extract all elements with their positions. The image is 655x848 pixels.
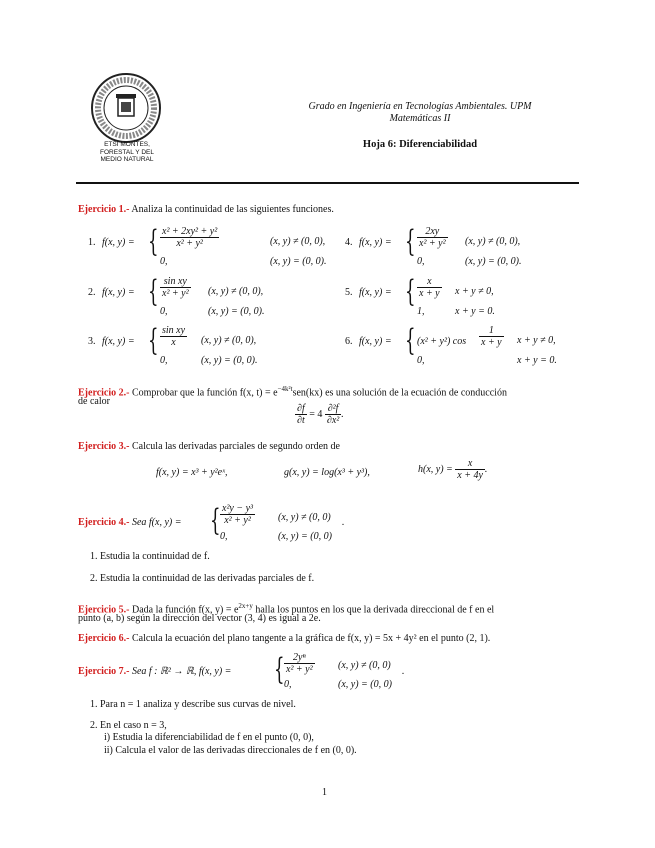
condition-2: (x, y) = (0, 0). <box>270 256 327 267</box>
condition-1: (x, y) ≠ (0, 0), <box>201 335 257 346</box>
condition-1: (x, y) ≠ (0, 0), <box>208 286 264 297</box>
function-h <box>418 458 487 481</box>
numerator: x² + 2xy² + y² <box>162 226 218 237</box>
brace: { <box>405 274 416 309</box>
exercise-3-text: Calcula las derivadas parciales de segundo orden de <box>131 441 340 452</box>
exercise-2-text-2: sen(kx) es una solución de la ecuación de conducción <box>292 387 507 399</box>
item-function: f(x, y) = <box>102 237 135 248</box>
logo-caption <box>82 141 172 164</box>
numerator: sin xy <box>160 276 191 288</box>
numerator: 1 <box>479 325 504 337</box>
course-title <box>250 101 590 125</box>
value-2: 0, <box>160 355 168 366</box>
exercise-7-heading <box>78 650 418 692</box>
denominator: x² + y² <box>419 238 446 249</box>
value-2: 0, <box>160 306 168 317</box>
fraction <box>455 458 485 481</box>
condition-2: (x, y) = (0, 0) <box>278 531 332 542</box>
condition-1: x + y ≠ 0, <box>517 335 556 346</box>
exercise-5-text-1: Dada la función f(x, y) = e <box>131 604 239 616</box>
brace: { <box>274 652 285 687</box>
exercise-3-label: Ejercicio 3.- <box>78 441 130 452</box>
item-number: 5. <box>345 287 353 298</box>
sheet-title: Hoja 6: Diferenciabilidad <box>362 139 478 150</box>
numerator: 2xy <box>417 226 448 238</box>
exercise-6-text: Calcula la ecuación del plano tangente a la gráfica de f(x, y) = 5x + 4y² en el punto (2, 1). <box>131 633 491 644</box>
exercise-4-heading <box>78 500 378 545</box>
denominator: x² + y² <box>162 288 189 299</box>
page-number: 1 <box>322 787 327 798</box>
fraction <box>479 325 504 348</box>
logo-seal-icon <box>90 72 162 144</box>
condition-2: (x, y) = (0, 0). <box>208 306 265 317</box>
exercise-4-text: Sea f(x, y) = <box>131 517 182 528</box>
brace: { <box>210 503 221 538</box>
department-logo <box>90 72 162 144</box>
denominator: x + y <box>481 337 502 348</box>
numerator: ∂f <box>297 403 305 414</box>
function-g: g(x, y) = log(x³ + y³), <box>284 467 370 478</box>
item-function: f(x, y) = <box>102 287 135 298</box>
exercise-2-label: Ejercicio 2.- <box>78 387 130 399</box>
exponent: 2x+y <box>238 602 253 610</box>
exercise-7-sub-2: ii) Calcula el valor de las derivadas direccionales de f en (0, 0). <box>104 745 357 756</box>
condition-1: (x, y) ≠ (0, 0), <box>465 236 521 247</box>
exercise-4-intro <box>78 517 181 529</box>
numerator: x <box>455 458 485 470</box>
condition-1: (x, y) ≠ (0, 0) <box>338 660 391 671</box>
exercise-6-label: Ejercicio 6.- <box>78 633 130 644</box>
period: . <box>484 463 488 475</box>
header-rule <box>76 182 579 184</box>
prefix: (x² + y²) cos <box>417 336 467 347</box>
fraction <box>220 503 255 526</box>
logo-caption-line: FORESTAL Y DEL <box>100 148 154 156</box>
fraction <box>160 276 191 299</box>
brace: { <box>148 323 159 358</box>
exercise-7-intro <box>78 666 231 678</box>
brace: { <box>405 323 416 358</box>
denominator: x² + y² <box>286 664 313 675</box>
exercise-4-label: Ejercicio 4.- <box>78 517 130 528</box>
exercise-1-label: Ejercicio 1.- <box>78 204 130 215</box>
condition-2: (x, y) = (0, 0). <box>465 256 522 267</box>
course-line-2: Matemáticas II <box>389 113 451 124</box>
numerator: ∂²f <box>325 403 341 415</box>
condition-2: (x, y) = (0, 0). <box>201 355 258 366</box>
fraction <box>160 325 187 348</box>
value-2: 1, <box>417 306 425 317</box>
exercise-5-label: Ejercicio 5.- <box>78 604 130 616</box>
fraction <box>295 403 307 426</box>
item-number: 3. <box>88 336 96 347</box>
exercise-7-text: Sea f : ℝ² → ℝ, f(x, y) = <box>131 666 232 677</box>
exercise-1-text: Analiza la continuidad de las siguientes funciones. <box>131 204 334 215</box>
denominator: ∂x² <box>326 415 340 426</box>
condition-1: (x, y) ≠ (0, 0), <box>270 236 326 247</box>
item-number: 2. <box>88 287 96 298</box>
exercise-2-line-1 <box>78 383 507 399</box>
brace: { <box>148 274 159 309</box>
condition-1: (x, y) ≠ (0, 0) <box>278 512 331 523</box>
equals: = 4 <box>309 408 323 420</box>
numerator: sin xy <box>162 325 186 336</box>
denominator: x + 4y <box>457 470 483 481</box>
exercise-1-heading <box>78 204 334 216</box>
exercise-3-heading <box>78 441 340 453</box>
denominator: x² + y² <box>176 238 203 249</box>
fraction <box>417 276 442 299</box>
brace: { <box>405 224 416 259</box>
exercise-4-item-2: 2. Estudia la continuidad de las derivadas parciales de f. <box>90 573 315 584</box>
condition-2: x + y = 0. <box>517 355 557 366</box>
condition-2: (x, y) = (0, 0) <box>338 679 392 690</box>
value-2: 0, <box>417 355 425 366</box>
exercise-7-item-1: 1. Para n = 1 analiza y describe sus curvas de nivel. <box>90 699 296 710</box>
exercise-7-item-2: 2. En el caso n = 3, <box>90 720 167 731</box>
item-number: 4. <box>345 237 353 248</box>
heat-equation <box>295 403 344 426</box>
logo-caption-line: MEDIO NATURAL <box>100 156 154 163</box>
exponent: −4k²t <box>277 385 293 393</box>
value-2: 0, <box>160 256 168 267</box>
denominator: x + y <box>419 288 440 299</box>
fraction <box>417 226 448 249</box>
logo-caption-line: ETSI MONTES, <box>104 141 150 148</box>
item-number: 6. <box>345 336 353 347</box>
fraction <box>325 403 341 426</box>
course-line-1: Grado en Ingeniería en Tecnologías Ambientales. UPM <box>308 101 532 112</box>
numerator: 2yⁿ <box>284 652 315 664</box>
exercise-7-sub-1: i) Estudia la diferenciabilidad de f en el punto (0, 0), <box>104 732 314 743</box>
value-2: 0, <box>220 531 228 542</box>
numerator: x <box>417 276 442 288</box>
value-2: 0, <box>284 679 292 690</box>
h-prefix: h(x, y) = <box>418 463 453 475</box>
condition-2: x + y = 0. <box>455 306 495 317</box>
fraction <box>160 226 219 249</box>
exercise-4-item-1: 1. Estudia la continuidad de f. <box>90 551 210 562</box>
value-2: 0, <box>417 256 425 267</box>
exercise-6-heading <box>78 633 490 645</box>
item-function: f(x, y) = <box>359 237 392 248</box>
period: . <box>341 408 344 420</box>
exercise-2-line-2: de calor <box>78 396 110 407</box>
item-function: f(x, y) = <box>359 336 392 347</box>
brace: { <box>148 224 159 259</box>
exercise-2-text-1: Comprobar que la función f(x, t) = e <box>131 387 278 399</box>
numerator: x²y − y³ <box>222 503 254 514</box>
exercise-7-label: Ejercicio 7.- <box>78 666 130 677</box>
denominator: x² + y² <box>224 515 251 526</box>
period: . <box>402 666 405 677</box>
denominator: x <box>171 337 176 348</box>
denominator: ∂t <box>297 415 305 426</box>
item-number: 1. <box>88 237 96 248</box>
item-function: f(x, y) = <box>102 336 135 347</box>
exercise-5-line-2: punto (a, b) según la dirección del vector (3, 4) es igual a 2e. <box>78 613 321 624</box>
exercise-5-text-2: halla los puntos en los que la derivada direccional de f en el <box>252 604 495 616</box>
condition-1: x + y ≠ 0, <box>455 286 494 297</box>
period: . <box>342 517 345 528</box>
item-function: f(x, y) = <box>359 287 392 298</box>
fraction <box>284 652 315 675</box>
function-f: f(x, y) = x³ + y²eˣ, <box>156 467 228 478</box>
